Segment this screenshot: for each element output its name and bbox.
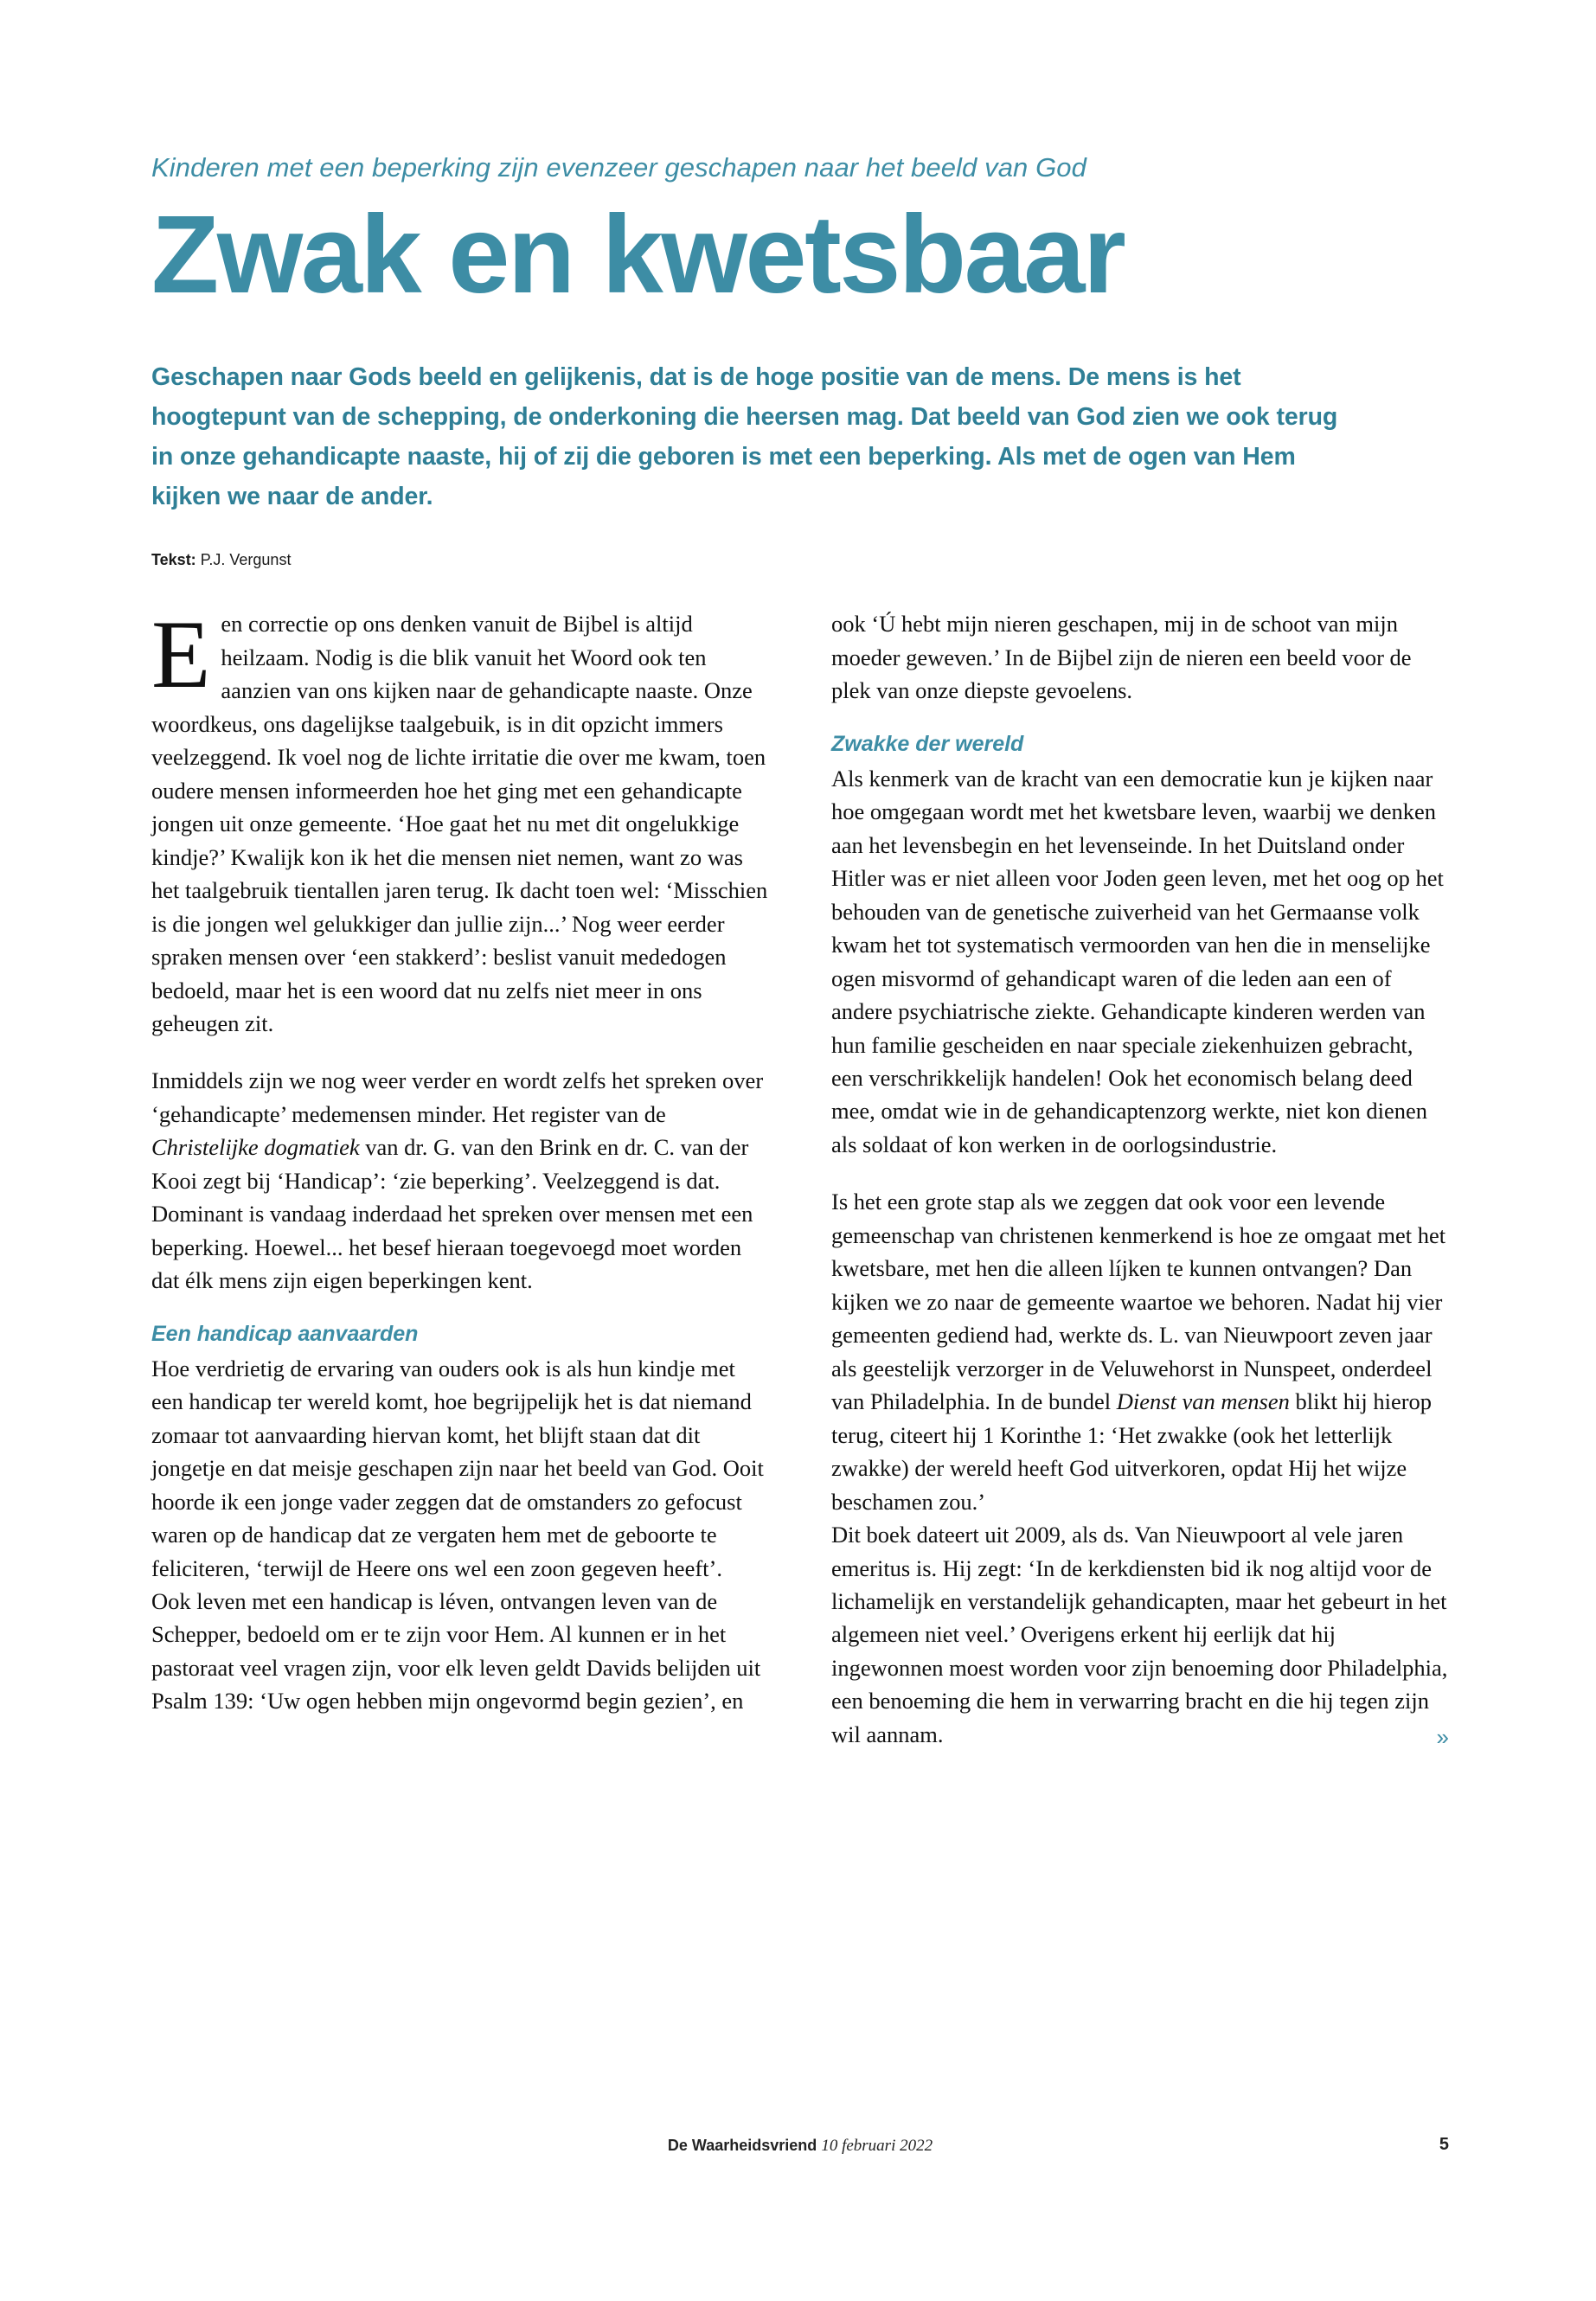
continuation-marker: » xyxy=(1436,1723,1449,1750)
page-title: Zwak en kwetsbaar xyxy=(151,193,1125,317)
byline-author: P.J. Vergunst xyxy=(200,551,292,569)
paragraph-text: van dr. G. van den Brink en dr. C. van der Kooi zegt bij ‘Handicap’: ‘zie beperking’. Veelzeggend is dat. Dominant is vandaag inderdaad het spreken over mensen met een beperking. Hoewel... het besef hieraan toegevoegd moet worden dat élk mens zijn eigen beperkingen kent. xyxy=(151,1134,753,1294)
footer-center xyxy=(668,2137,933,2156)
byline-label: Tekst: xyxy=(151,551,196,569)
page-number: 5 xyxy=(1439,2135,1449,2154)
footer-publication: De Waarheidsvriend xyxy=(667,2137,817,2154)
paragraph-text: Dit boek dateert uit 2009, als ds. Van Nieuwpoort al vele jaren emeritus is. Hij zegt: ‘In de kerkdiensten bid ik nog altijd voor de lichamelijk en verstandelijk gehandicapten, maar het gebeurt in het algemeen niet veel.’ Overigens erkent hij eerlijk dat hij ingewonnen moest worden voor zijn benoeming door Philadelphia, een benoeming die hem in verwarring bracht en die hij tegen zijn wil aannam. xyxy=(831,1522,1448,1747)
right-column xyxy=(831,607,1449,1775)
paragraph xyxy=(151,1064,769,1297)
book-title: Christelijke dogmatiek xyxy=(151,1134,360,1161)
paragraph: ook ‘Ú hebt mijn nieren geschapen, mij in de schoot van mijn moeder geweven.’ In de Bijbel zijn de nieren een beeld voor de plek van onze diepste gevoelens. xyxy=(831,611,1412,704)
paragraph-text: en correctie op ons denken vanuit de Bijbel is altijd heilzaam. Nodig is die blik vanuit het Woord ook ten aanzien van ons kijken naar de gehandicapte naaste. Onze woordkeus, ons dagelijkse taalgebuik, is in dit opzicht immers veelzeggend. Ik voel nog de lichte irritatie die over me kwam, toen oudere mensen informeerden hoe het ging met een gehandicapte jongen uit onze gemeente. ‘Hoe gaat het nu met dit ongelukkige kindje?’ Kwalijk kon ik het die mensen niet nemen, want zo was het taalgebruik tientallen jaren terug. Ik dacht toen wel: ‘Misschien is die jongen wel gelukkiger dan jullie zijn...’ Nog weer eerder spraken mensen over ‘een stakkerd’: beslist vanuit mededogen bedoeld, maar het is een woord dat nu zelfs niet meer in ons geheugen zit. xyxy=(151,611,768,1036)
body-columns xyxy=(151,601,1449,1775)
paragraph-text: Is het een grote stap als we zeggen dat ook voor een levende gemeenschap van christenen kenmerkend is hoe ze omgaat met het kwetsbare, met hen die alleen líjken te kunnen ontvangen? Dan kijken we zo naar de gemeente waartoe we behoren. Nadat hij vier gemeenten gediend had, werkte ds. L. van Nieuwpoort zeven jaar als geestelijk verzorger in de Veluwehorst in Nunspeet, onderdeel van Philadelphia. In de bundel xyxy=(831,1189,1446,1415)
book-title: Dienst van mensen xyxy=(1116,1388,1290,1415)
section-subheading: Zwakke der wereld xyxy=(831,731,1024,756)
paragraph-text: blikt hij hierop terug, citeert hij 1 Korinthe 1: ‘Het zwakke (ook het letterlijk zwakke) der wereld heeft God uitverkoren, opdat Hij het wijze beschamen zou.’ xyxy=(831,1388,1433,1515)
footer-date: 10 februari 2022 xyxy=(821,2137,933,2155)
paragraph xyxy=(151,601,769,1040)
paragraph xyxy=(831,1518,1449,1751)
page-footer xyxy=(151,2137,1449,2156)
byline xyxy=(151,551,1449,569)
section-subheading: Een handicap aanvaarden xyxy=(151,1321,419,1346)
article-lead: Geschapen naar Gods beeld en gelijkenis, dat is de hoge positie van de mens. De mens is het hoogtepunt van de schepping, de onderkoning die heersen mag. Dat beeld van God zien we ook terug in onze gehandicapte naaste, hij of zij die geboren is met een beperking. Als met de ogen van Hem kijken we naar de ander. xyxy=(151,362,1338,511)
drop-cap: E xyxy=(151,601,211,709)
paragraph: Ook leven met een handicap is léven, ontvangen leven van de Schepper, bedoeld om er te zijn voor Hem. Al kunnen er in het pastoraat veel vragen zijn, voor elk leven geldt Davids belijden uit Psalm 139: ‘Uw ogen hebben mijn ongevormd begin gezien’, en xyxy=(151,1588,761,1715)
article-kicker: Kinderen met een beperking zijn evenzeer geschapen naar het beeld van God xyxy=(151,152,1086,183)
paragraph: Hoe verdrietig de ervaring van ouders ook is als hun kindje met een handicap ter wereld komt, hoe begrijpelijk het is dat niemand zomaar tot aanvaarding hiervan komt, het blijft staan dat dit jongetje en dat meisje geschapen zijn naar het beeld van God. Ooit hoorde ik een jonge vader zeggen dat de omstanders zo gefocust waren op de handicap dat ze vergaten hem met de geboorte te feliciteren, ‘terwijl de Heere ons wel een zoon gegeven heeft’. xyxy=(151,1355,764,1581)
paragraph-text: Inmiddels zijn we nog weer verder en wordt zelfs het spreken over ‘gehandicapte’ medemensen minder. Het register van de xyxy=(151,1067,764,1127)
paragraph: Als kenmerk van de kracht van een democratie kun je kijken naar hoe omgegaan wordt met het kwetsbare leven, waarbij we denken aan het levensbegin en het levenseinde. In het Duitsland onder Hitler was er niet alleen voor Joden geen leven, met het oog op het behouden van de genetische zuiverheid van het Germaanse volk kwam het tot systematisch vermoorden van hen die in menselijke ogen misvormd of gehandicapt waren of die leden aan een of andere psychiatrische ziekte. Gehandicapte kinderen werden van hun familie gescheiden en naar speciale ziekenhuizen gebracht, een verschrikkelijk handelen! Ook het economisch belang deed mee, omdat wie in de gehandicaptenzorg werkte, niet kon dienen als soldaat of kon werken in de oorlogsindustrie. xyxy=(831,765,1444,1157)
paragraph xyxy=(831,1185,1449,1518)
article-content xyxy=(151,151,1449,1775)
left-column xyxy=(151,601,769,1775)
